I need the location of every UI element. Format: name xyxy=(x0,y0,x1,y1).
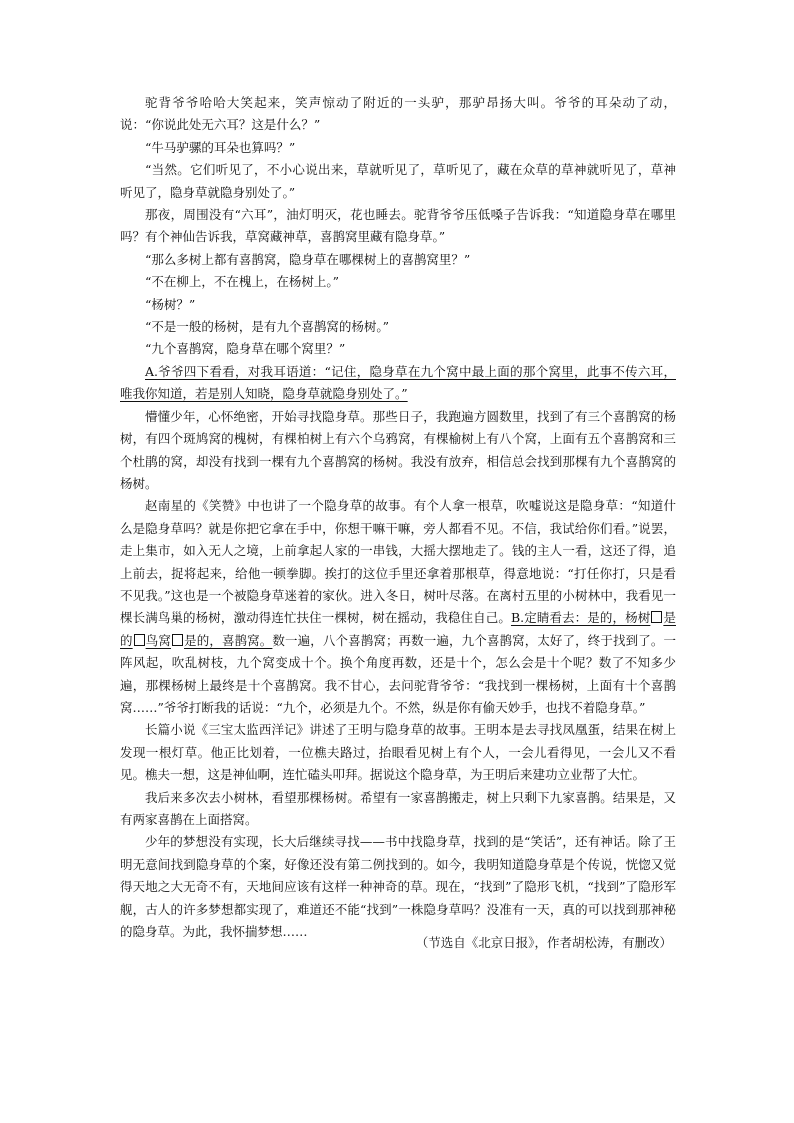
paragraph: “杨树？” xyxy=(145,296,196,312)
paragraph: 那夜，周围没有“六耳”，油灯明灭，花也睡去。驼背爷爷压低嗓子告诉我：“知道隐身草在哪里吗？有个神仙告诉我，草窝藏神草，喜鹊窝里藏有隐身草。” xyxy=(120,207,676,245)
underlined-sentence-a xyxy=(120,361,676,406)
blank-box xyxy=(172,634,183,646)
paragraph: 少年的梦想没有实现，长大后继续寻找——书中找隐身草，找到的是“笑话”，还有神话。除了王明无意间找到隐身草的个案，好像还没有第二例找到的。如今，我明知道隐身草是个传说，恍惚又觉得天地之大无奇不有，天地间应该有这样一种神奇的草。现在，“找到”了隐形飞机，“找到”了隐形军舰，古人的许多梦想都实现了，难道还不能“找到”一株隐身草吗？没准有一天，真的可以找到那神秘的隐身草。为此，我怀揣梦想…… xyxy=(120,834,676,940)
paragraph: 驼背爷爷哈哈大笑起来，笑声惊动了附近的一头驴，那驴昂扬大叫。爷爷的耳朵动了动，说：“你说此处无六耳？这是什么？” xyxy=(120,95,676,133)
article-body xyxy=(120,92,676,943)
paragraph-text: 赵南星的《笑赞》中也讲了一个隐身草的故事。有个人拿一根草，吹嘘说这是隐身草：“知道什么是隐身草吗？就是你把它拿在手中，你想干嘛干嘛，旁人都看不见。不信，我试给你们看。”说罢，走上集市，如入无人之境，上前拿起人家的一串钱，大摇大摆地走了。钱的主人一看，这还了得，追上前去，捉将起来，给他一顿拳脚。挨打的这位手里还拿着那根草，得意地说：“打任你打，只是看不见我。”这也是一个被隐身草迷着的家伙。进入冬日，树叶尽落。在离村五里的小树林中，我看见一棵长满鸟巢的杨树，激动得连忙扶住一棵树，树在摇动，我稳住自己。 xyxy=(120,498,676,626)
blank-box xyxy=(651,611,662,623)
underlined-text-b2: 是的 xyxy=(120,610,676,648)
underlined-text-b4: 是的，喜鹊窝。 xyxy=(183,632,273,648)
underlined-text-a: A.爷爷四下看看，对我耳语道：“记住，隐身草在九个窝中最上面的那个窝里，此事不传六耳，唯我你知道，若是别人知晓，隐身草就隐身别处了。” xyxy=(120,363,676,402)
paragraph-text: 数一遍，八个喜鹊窝；再数一遍，九个喜鹊窝，太好了，终于找到了。一阵风起，吹乱树枝，九个窝变成十个。换个角度再数，还是十个，怎么会是十个呢？数了不知多少遍，那棵杨树上最终是十个喜鹊窝。我不甘心，去问驼背爷爷：“我找到一棵杨树，上面有十个喜鹊窝……”爷爷打断我的话说：“九个，必须是九个。不然，纵是你有偷天妙手，也找不着隐身草。” xyxy=(120,632,676,715)
paragraph: “不是一般的杨树，是有九个喜鹊窝的杨树。” xyxy=(145,319,390,335)
paragraph: “当然。它们听见了，不小心说出来，草就听见了，草听见了，藏在众草的草神就听见了，草神听见了，隐身草就隐身别处了。” xyxy=(120,162,676,200)
paragraph: 懵懂少年，心怀绝密，开始寻找隐身草。那些日子，我跑遍方圆数里，找到了有三个喜鹊窝的杨树，有四个斑鸠窝的槐树，有棵柏树上有六个乌鸦窝，有棵榆树上有八个窝，上面有五个喜鹊窝和三个杜鹃的窝，却没有找到一棵有九个喜鹊窝的杨树。我没有放弃，相信总会找到那棵有九个喜鹊窝的杨树。 xyxy=(120,408,676,491)
paragraph: “那么多树上都有喜鹊窝，隐身草在哪棵树上的喜鹊窝里？” xyxy=(145,251,471,267)
blank-box xyxy=(134,634,145,646)
paragraph: 长篇小说《三宝太监西洋记》讲述了王明与隐身草的故事。王明本是去寻找凤凰蛋，结果在树上发现一根灯草。他正比划着，一位樵夫路过，抬眼看见树上有个人，一会儿看得见，一会儿又不看见。樵夫一想，这是神仙啊，连忙磕头叩拜。据说这个隐身草，为王明后来建功立业帮了大忙。 xyxy=(120,722,676,783)
paragraph: 我后来多次去小树林，看望那棵杨树。希望有一家喜鹊搬走，树上只剩下九家喜鹊。结果是，又有两家喜鹊在上面搭窝。 xyxy=(120,789,676,827)
paragraph: “牛马驴骡的耳朵也算吗？” xyxy=(145,139,296,155)
underlined-text-b3: 鸟窝 xyxy=(145,632,171,648)
paragraph-with-sentence-b xyxy=(120,495,676,719)
paragraph: “不在柳上，不在槐上，在杨树上。” xyxy=(145,274,340,290)
underlined-text-b1: B.定睛看去：是的，杨树 xyxy=(510,610,651,626)
source-citation: （节选自《北京日报》，作者胡松涛，有删改） xyxy=(415,935,672,950)
paragraph: “九个喜鹊窝，隐身草在哪个窝里？” xyxy=(145,341,346,357)
